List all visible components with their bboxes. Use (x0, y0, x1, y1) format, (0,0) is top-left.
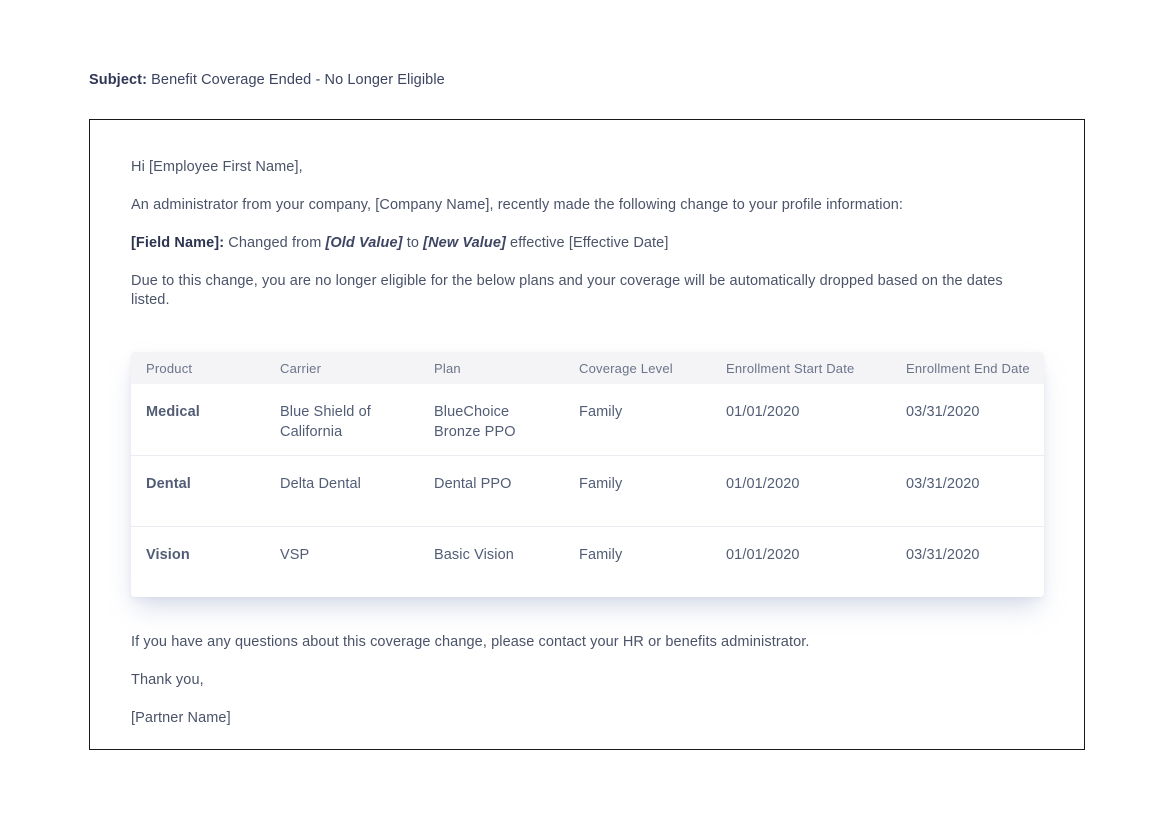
closing-paragraph: If you have any questions about this coverage change, please contact your HR or benefits administrator. (131, 634, 810, 650)
cell-product: Dental (131, 455, 265, 526)
cell-product: Vision (131, 526, 265, 597)
column-header-coverage-level: Coverage Level (564, 352, 711, 384)
cell-enrollment-end-date: 03/31/2020 (891, 526, 1044, 597)
cell-enrollment-end-date: 03/31/2020 (891, 384, 1044, 455)
old-value-token: [Old Value] (325, 235, 403, 251)
cell-carrier: Blue Shield of California (265, 384, 419, 455)
column-header-plan: Plan (419, 352, 564, 384)
cell-plan: BlueChoice Bronze PPO (419, 384, 564, 455)
column-header-enrollment-end-date: Enrollment End Date (891, 352, 1044, 384)
explanation-paragraph: Due to this change, you are no longer eligible for the below plans and your coverage will be automatically dropped based on the dates listed. (131, 273, 1003, 308)
to-text: to (402, 235, 424, 251)
coverage-table (131, 352, 1044, 597)
cell-plan: Dental PPO (419, 455, 564, 526)
change-summary-line (131, 234, 1043, 253)
effective-date-text: effective [Effective Date] (505, 235, 669, 251)
field-name-token: [Field Name]: (131, 235, 225, 251)
cell-enrollment-start-date: 01/01/2020 (711, 384, 891, 455)
table-row-medical (131, 384, 1044, 455)
closing-block (131, 633, 1043, 728)
cell-carrier: VSP (265, 526, 419, 597)
cell-coverage-level: Family (564, 526, 711, 597)
email-body-card (89, 119, 1085, 750)
cell-enrollment-end-date: 03/31/2020 (891, 455, 1044, 526)
coverage-table-container (131, 352, 1043, 597)
greeting-text: Hi [Employee First Name], (131, 159, 303, 175)
table-header-row (131, 352, 1044, 384)
new-value-token: [New Value] (423, 235, 506, 251)
signature-text: [Partner Name] (131, 710, 231, 726)
cell-coverage-level: Family (564, 455, 711, 526)
thank-you-text: Thank you, (131, 672, 204, 688)
cell-enrollment-start-date: 01/01/2020 (711, 455, 891, 526)
subject-label: Subject: (89, 72, 147, 88)
cell-coverage-level: Family (564, 384, 711, 455)
changed-from-text: Changed from (224, 235, 326, 251)
column-header-enrollment-start-date: Enrollment Start Date (711, 352, 891, 384)
cell-product: Medical (131, 384, 265, 455)
column-header-product: Product (131, 352, 265, 384)
subject-line (89, 71, 445, 90)
cell-enrollment-start-date: 01/01/2020 (711, 526, 891, 597)
subject-value: Benefit Coverage Ended - No Longer Eligible (147, 72, 445, 88)
table-row-vision (131, 526, 1044, 597)
intro-paragraph: An administrator from your company, [Company Name], recently made the following change to your profile information: (131, 197, 904, 213)
cell-plan: Basic Vision (419, 526, 564, 597)
column-header-carrier: Carrier (265, 352, 419, 384)
table-row-dental (131, 455, 1044, 526)
cell-carrier: Delta Dental (265, 455, 419, 526)
